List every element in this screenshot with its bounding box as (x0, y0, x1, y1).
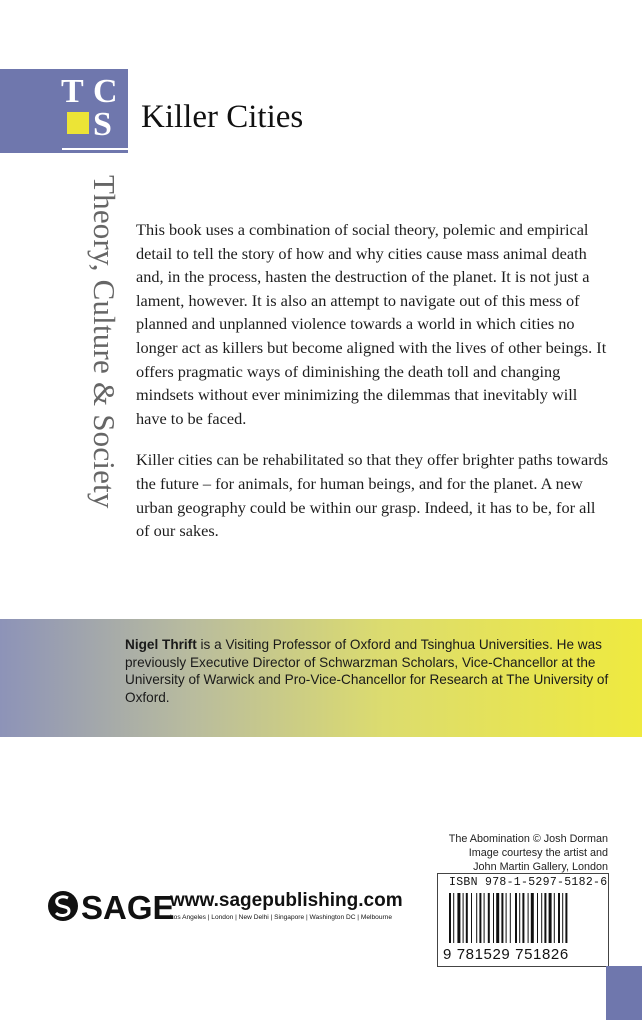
author-name: Nigel Thrift (125, 637, 197, 652)
blurb-paragraph-1: This book uses a combination of social theory, polemic and empirical detail to tell the story of how and why cities cause mass animal death and, in the process, hasten the destruction of the planet. It is not just a lament, however. It is also an attempt to navigate out of this mess of planned and unplanned violence towards a world in which cities no longer act as killers but become aligned with the lives of other beings. It offers pragmatic ways of diminishing the death toll and changing mindsets without ever minimizing the dilemmas that inevitably will have to be faced. (136, 220, 607, 428)
credit-line-1: The Abomination © Josh Dorman (448, 833, 608, 845)
logo-letter-s: S (93, 106, 112, 143)
logo-letter-t: T (61, 73, 84, 110)
blurb-paragraph-2: Killer cities can be rehabilitated so that they offer brighter paths towards the future – for animals, for human beings, and for the planet. A new urban geography could be within our grasp. Indeed, it has to be, for all of our sakes. (136, 450, 609, 541)
logo-rule (62, 148, 128, 150)
sage-logo (47, 889, 175, 926)
isbn-label: ISBN 978-1-5297-5182-6 (449, 876, 608, 889)
author-bio-text: is a Visiting Professor of Oxford and Tsinghua Universities. He was previously Executive Director of Schwarzman Scholars, Vice-Chancellor at the University of Warwick and Pro-Vice-Chancellor for Research at The University of Oxford. (125, 637, 609, 705)
author-bio (125, 636, 625, 706)
logo-square (67, 112, 89, 134)
blurb (136, 218, 612, 561)
corner-block (606, 966, 642, 1020)
cover-credit (449, 832, 608, 875)
series-logo (0, 69, 128, 153)
barcode-digits: 9 781529 751826 (443, 946, 569, 963)
publisher-cities: Los Angeles | London | New Delhi | Singapore | Washington DC | Melbourne (170, 914, 393, 921)
publisher-url: www.sagepublishing.com (170, 890, 403, 911)
sage-logo-text: SAGE (81, 889, 175, 926)
series-name: Theory, Culture & Society (87, 175, 122, 509)
credit-line-2: Image courtesy the artist and (468, 847, 608, 860)
logo-letter-c: C (93, 73, 118, 110)
book-title: Killer Cities (141, 99, 304, 135)
series-name-vertical (70, 175, 130, 575)
barcode (447, 893, 599, 945)
credit-line-3: John Martin Gallery, London (473, 861, 608, 874)
